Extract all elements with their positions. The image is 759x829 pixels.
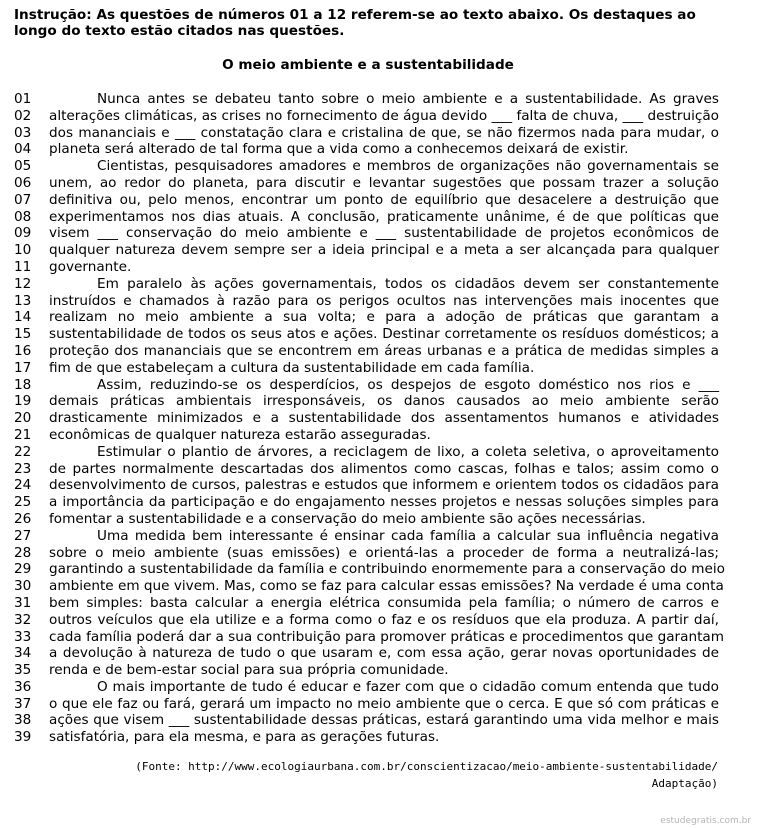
line-number: 18 — [14, 376, 32, 393]
source-line-2: Adaptação) — [651, 776, 718, 790]
line-number: 25 — [14, 494, 32, 511]
line-number: 22 — [14, 443, 32, 460]
line-number: 12 — [14, 275, 32, 292]
line-text: Assim, reduzindo-se os desperdícios, os despejos de esgoto doméstico nos rios e ___ — [97, 376, 719, 393]
line-number: 28 — [14, 544, 32, 561]
line-text: Cientistas, pesquisadores amadores e membros de organizações não governamentais se — [97, 158, 719, 175]
instruction-text: Instrução: As questões de números 01 a 12 referem-se ao texto abaixo. Os destaques ao longo do texto estão citados nas questões. — [14, 7, 696, 39]
line-number: 36 — [14, 678, 32, 695]
line-text: planeta será alterado de tal forma que a vida como a conhecemos deixará de existir. — [49, 141, 629, 158]
line-text: experimentamos nos dias atuais. A conclusão, praticamente unânime, é de que políticas que — [49, 208, 719, 225]
line-text: sustentabilidade de todos os seus atos e ações. Destinar corretamente os resíduos domésticos; a — [49, 326, 719, 343]
line-number: 20 — [14, 410, 32, 427]
line-number: 17 — [14, 359, 32, 376]
line-number: 19 — [14, 393, 32, 410]
line-text: definitiva ou, pelo menos, encontrar um ponto de equilíbrio que desacelere a destruição que — [49, 191, 719, 208]
source-citation — [135, 759, 718, 792]
source-line-1: (Fonte: http://www.ecologiaurbana.com.br/conscientizacao/meio-ambiente-sustentabilidade/ — [135, 760, 718, 773]
line-number: 14 — [14, 309, 32, 326]
line-number: 01 — [14, 91, 32, 107]
line-number: 39 — [14, 729, 32, 746]
line-text: Em paralelo às ações governamentais, todos os cidadãos devem ser constantemente — [97, 275, 719, 292]
line-text: desenvolvimento de cursos, palestras e estudos que informem e orientem todos os cidadãos para — [49, 477, 719, 494]
text-title: O meio ambiente e a sustentabilidade — [222, 57, 514, 73]
line-number: 08 — [14, 208, 32, 225]
line-text: econômicas de qualquer natureza estarão asseguradas. — [49, 426, 431, 443]
line-number: 33 — [14, 628, 32, 645]
line-number: 16 — [14, 342, 32, 359]
line-text: fim de que estabeleçam a cultura da sustentabilidade em cada família. — [49, 359, 535, 376]
line-text: bem simples: basta calcular a energia elétrica consumida pela família; o número de carros e — [49, 594, 719, 611]
line-text: visem ___ conservação do meio ambiente e ___ sustentabilidade de projetos econômicos de — [49, 225, 719, 242]
line-number: 09 — [14, 225, 32, 242]
line-number: 13 — [14, 292, 32, 309]
line-text: cada família poderá dar a sua contribuição para promover práticas e procedimentos que garantam — [49, 628, 724, 645]
line-text: alterações climáticas, as crises no fornecimento de água devido ___ falta de chuva, ___ destruição — [49, 107, 719, 124]
line-number: 04 — [14, 141, 32, 158]
line-text: governante. — [49, 258, 132, 275]
line-text: unem, ao redor do planeta, para discutir e levantar sugestões que possam trazer a solução — [49, 174, 719, 191]
line-number: 06 — [14, 174, 32, 191]
line-text: fomentar a sustentabilidade e a conservação do meio ambiente são ações necessárias. — [49, 510, 646, 527]
watermark: estudegratis.com.br — [660, 816, 751, 826]
line-text: a devolução à natureza de tudo o que usaram e, com essa ação, gerar novas oportunidades de — [49, 645, 719, 662]
line-text: ambiente em que vivem. Mas, como se faz para calcular essas emissões? Na verdade é uma conta — [49, 578, 724, 595]
line-text: satisfatória, para ela mesma, e para as gerações futuras. — [49, 729, 440, 746]
line-number: 24 — [14, 477, 32, 494]
line-number: 02 — [14, 107, 32, 124]
line-text: o que ele faz ou fará, gerará um impacto no meio ambiente que o cerca. E que só com práticas e — [49, 695, 719, 712]
line-text: Estimular o plantio de árvores, a reciclagem de lixo, a coleta seletiva, o aproveitamento — [97, 443, 719, 460]
line-number: 37 — [14, 695, 32, 712]
line-number: 31 — [14, 594, 32, 611]
line-number: 38 — [14, 712, 32, 729]
line-text: drasticamente minimizados e a sustentabilidade dos assentamentos humanos e atividades — [49, 410, 719, 427]
line-number: 03 — [14, 124, 32, 141]
line-text: a importância da participação e do engajamento nesses projetos e nessas soluções simples para — [49, 494, 719, 511]
line-number: 30 — [14, 578, 32, 595]
line-number: 26 — [14, 510, 32, 527]
line-number: 27 — [14, 527, 32, 544]
line-number: 35 — [14, 662, 32, 679]
line-number: 32 — [14, 611, 32, 628]
line-number: 23 — [14, 460, 32, 477]
line-text: O mais importante de tudo é educar e fazer com que o cidadão comum entenda que tudo — [97, 678, 719, 695]
line-text: proteção dos mananciais que se encontrem em áreas urbanas e a prática de medidas simples a — [49, 342, 719, 359]
line-number: 21 — [14, 426, 32, 443]
line-number: 10 — [14, 242, 32, 259]
line-text: garantindo a sustentabilidade da família e contribuindo enormemente para a conservação do meio — [49, 561, 725, 578]
line-text: Nunca antes se debateu tanto sobre o meio ambiente e a sustentabilidade. As graves — [97, 91, 719, 107]
line-text: demais práticas ambientais irresponsáveis, os danos causados ao meio ambiente serão — [49, 393, 719, 410]
line-text: Uma medida bem interessante é ensinar cada família a calcular sua influência negativa — [97, 527, 719, 544]
line-text: ações que visem ___ sustentabilidade dessas práticas, estará garantindo uma vida melhor e mais — [49, 712, 719, 729]
line-number: 29 — [14, 561, 32, 578]
line-text: de partes normalmente descartadas dos alimentos como cascas, folhas e talos; assim como o — [49, 460, 719, 477]
line-text: qualquer natureza devem sempre ser a ideia principal e a meta a ser alcançada para qualquer — [49, 242, 719, 259]
line-number: 07 — [14, 191, 32, 208]
line-text: instruídos e chamados à razão para os perigos ocultos nas intervenções mais inocentes que — [49, 292, 719, 309]
line-text: sobre o meio ambiente (suas emissões) e orientá-las a proceder de forma a neutralizá-las; — [49, 544, 719, 561]
line-text: realizam no meio ambiente a sua volta; e para a adoção de práticas que garantam a — [49, 309, 719, 326]
line-text: dos mananciais e ___ constatação clara e cristalina de que, se não fizermos nada para mudar, o — [49, 124, 719, 141]
line-text: outros veículos que ela utilize e a forma como o faz e os resíduos que ela produza. A partir daí, — [49, 611, 719, 628]
line-number: 11 — [14, 258, 32, 275]
line-number: 34 — [14, 645, 32, 662]
line-number: 05 — [14, 158, 32, 175]
line-text: renda e de bem-estar social para sua própria comunidade. — [49, 662, 449, 679]
line-number: 15 — [14, 326, 32, 343]
